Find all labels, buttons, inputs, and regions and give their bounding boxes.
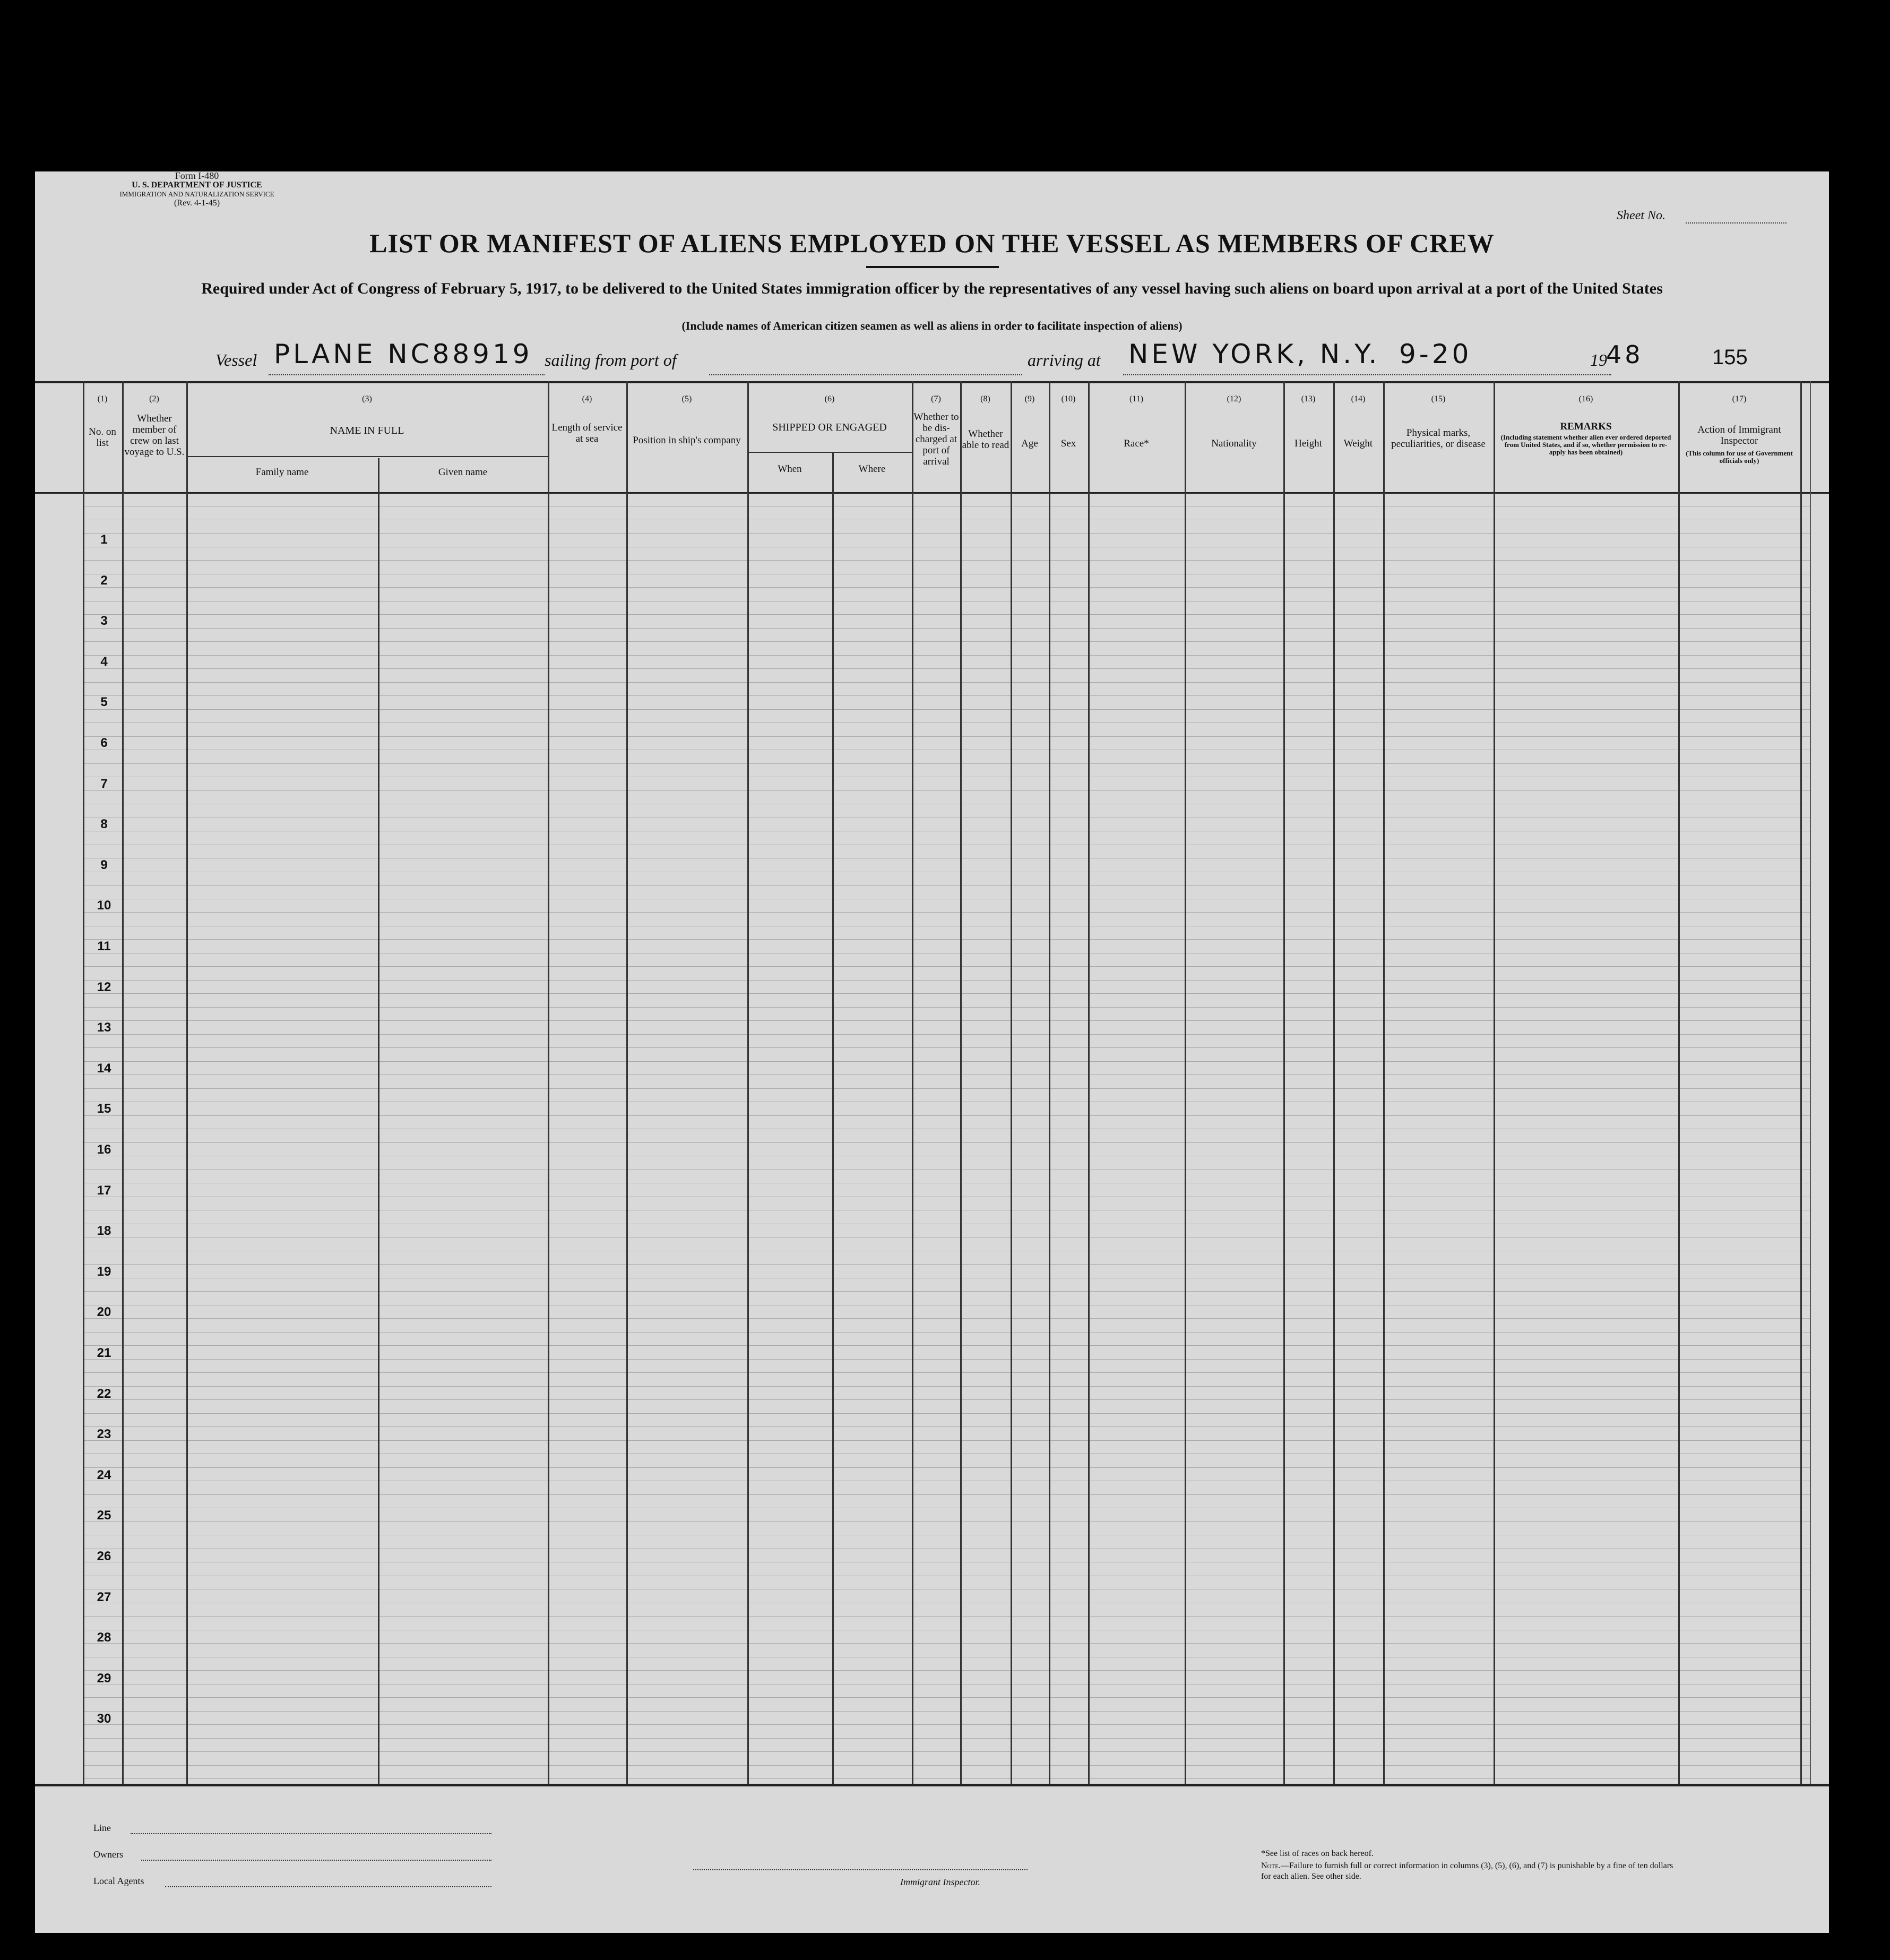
col4-header: Length of service at sea	[551, 422, 623, 444]
col-divider	[1678, 381, 1680, 1784]
col-divider	[1810, 381, 1811, 1784]
col5-header: Position in ship's company	[633, 435, 741, 446]
row-number: 25	[97, 1508, 111, 1523]
ruled-line	[83, 912, 1810, 913]
col7-header: Whether to be dis-charged at port of arrival	[913, 411, 959, 467]
ruled-line	[83, 966, 1810, 967]
col-divider	[1283, 381, 1285, 1784]
col-divider	[1049, 381, 1050, 1784]
col-divider	[626, 381, 628, 1784]
col3-number: (3)	[362, 394, 372, 403]
row-number: 11	[97, 939, 111, 953]
ruled-line	[83, 993, 1810, 994]
col3-header: NAME IN FULL	[330, 425, 404, 436]
ruled-line	[83, 655, 1810, 656]
col13-header: Height	[1294, 438, 1322, 449]
ruled-line	[83, 1345, 1810, 1346]
ruled-line	[83, 885, 1810, 886]
col-divider	[1011, 381, 1012, 1784]
family-name-header: Family name	[255, 467, 309, 478]
ruled-line	[83, 1467, 1810, 1468]
ruled-line	[83, 1291, 1810, 1292]
col7-number: (7)	[931, 394, 941, 403]
ruled-line	[83, 1047, 1810, 1048]
row-number: 14	[97, 1061, 111, 1076]
row-number: 4	[100, 654, 108, 669]
col17-number: (17)	[1732, 394, 1747, 403]
ruled-line	[83, 1724, 1810, 1725]
note-label: Note.	[1261, 1861, 1281, 1870]
col12-number: (12)	[1227, 394, 1241, 403]
col15-number: (15)	[1431, 394, 1446, 403]
col10-number: (10)	[1061, 394, 1076, 403]
row-number: 27	[97, 1589, 111, 1604]
ruled-line	[83, 1088, 1810, 1089]
row-number: 10	[97, 898, 111, 913]
row-number: 6	[100, 736, 108, 750]
col16-number: (16)	[1578, 394, 1593, 403]
row-number: 29	[97, 1671, 111, 1686]
form-identifier	[109, 171, 284, 208]
ruled-line	[83, 980, 1810, 981]
ruled-line	[83, 1670, 1810, 1671]
col-divider	[832, 453, 834, 1784]
col-divider	[378, 458, 379, 1784]
col16-header: REMARKS	[1560, 421, 1612, 432]
where-header: Where	[858, 463, 886, 475]
col10-header: Sex	[1060, 438, 1076, 449]
shipped-header-rule	[747, 452, 912, 453]
ruled-line	[83, 628, 1810, 629]
date-value[interactable]: 9-20	[1399, 339, 1472, 369]
agents-field[interactable]	[165, 1885, 491, 1887]
col-divider	[960, 381, 962, 1784]
ruled-line	[83, 1318, 1810, 1319]
ruled-line	[83, 1440, 1810, 1441]
row-number: 13	[97, 1020, 111, 1035]
line-label: Line	[93, 1823, 111, 1833]
ruled-line	[83, 1007, 1810, 1008]
year-value[interactable]: 48	[1606, 340, 1644, 369]
ruled-line	[83, 1738, 1810, 1739]
row-number: 23	[97, 1427, 111, 1442]
col-divider	[1333, 381, 1335, 1784]
ruled-line	[83, 1264, 1810, 1265]
revision: (Rev. 4-1-45)	[174, 199, 220, 208]
row-number: 19	[97, 1264, 111, 1279]
name-header-rule	[186, 456, 548, 457]
col4-number: (4)	[582, 394, 592, 403]
row-number: 3	[100, 614, 108, 629]
col5-number: (5)	[681, 394, 692, 403]
subtitle: Required under Act of Congress of February 5, 1917, to be delivered to the United States immigration officer by the representatives of any vessel having such aliens on board upon arrival at a port of the United States	[201, 280, 1663, 297]
ruled-line	[83, 1426, 1810, 1427]
col6-header: SHIPPED OR ENGAGED	[772, 422, 887, 433]
penalty-note	[1261, 1861, 1675, 1882]
col-divider	[122, 381, 124, 1784]
inspector-label: Immigrant Inspector.	[900, 1877, 980, 1887]
col8-number: (8)	[980, 394, 990, 403]
col16-note: (Including statement whether alien ever ordered deported from United States, and if so, whether permission to re-apply has been obtained)	[1500, 433, 1671, 456]
agents-label: Local Agents	[93, 1876, 144, 1886]
ruled-line	[83, 1778, 1810, 1779]
vessel-label: Vessel	[215, 350, 257, 369]
ruled-line	[83, 1413, 1810, 1414]
ruled-line	[83, 1115, 1810, 1116]
ruled-line	[83, 560, 1810, 561]
row-number: 15	[97, 1102, 111, 1116]
ruled-line	[83, 695, 1810, 696]
ruled-line	[83, 587, 1810, 588]
ruled-line	[83, 736, 1810, 737]
manifest-sheet	[35, 171, 1829, 1933]
year-prefix: 19	[1590, 350, 1607, 369]
row-number: 9	[100, 857, 108, 872]
ruled-line	[83, 1711, 1810, 1712]
arriving-label: arriving at	[1028, 350, 1101, 369]
table-top-border	[35, 381, 1829, 383]
col2-number: (2)	[149, 394, 159, 403]
row-number: 21	[97, 1346, 111, 1360]
title-rule	[866, 266, 999, 268]
ruled-line	[83, 939, 1810, 940]
header-bottom-border	[35, 492, 1829, 494]
row-number: 2	[100, 573, 108, 588]
row-number: 24	[97, 1467, 111, 1482]
col15-header: Physical marks, peculiarities, or disease	[1391, 427, 1486, 450]
row-number: 7	[100, 776, 108, 791]
col14-number: (14)	[1351, 394, 1366, 403]
row-number: 30	[97, 1712, 111, 1726]
col1-number: (1)	[97, 394, 108, 403]
ruled-line	[83, 709, 1810, 710]
ruled-line	[83, 641, 1810, 642]
ruled-line	[83, 1074, 1810, 1075]
ruled-line	[83, 1399, 1810, 1400]
ruled-line	[83, 682, 1810, 683]
col1-header: No. on list	[89, 426, 116, 449]
form-number: Form I-480	[175, 171, 219, 181]
vessel-value[interactable]: PLANE NC88919	[274, 339, 533, 369]
ruled-line	[83, 1643, 1810, 1644]
ruled-line	[83, 1332, 1810, 1333]
ruled-line	[83, 763, 1810, 764]
col2-header: Whether member of crew on last voyage to U.S.	[124, 413, 185, 458]
sailing-label: sailing from port of	[545, 350, 677, 369]
col-divider	[1494, 381, 1495, 1784]
col11-number: (11)	[1129, 394, 1144, 403]
row-number: 20	[97, 1305, 111, 1320]
ruled-line	[83, 1765, 1810, 1766]
ruled-line	[83, 1061, 1810, 1062]
row-number: 8	[100, 817, 108, 832]
races-note: *See list of races on back hereof.	[1261, 1849, 1374, 1858]
col-divider	[1185, 381, 1186, 1784]
col9-number: (9)	[1024, 394, 1035, 403]
col-divider	[186, 381, 188, 1784]
ruled-line	[83, 790, 1810, 791]
col6-number: (6)	[824, 394, 835, 403]
ruled-line	[83, 1697, 1810, 1698]
sailing-port-field[interactable]	[709, 373, 1022, 375]
line-field[interactable]	[131, 1832, 491, 1834]
col-divider	[83, 381, 84, 1784]
department: U. S. DEPARTMENT OF JUSTICE	[132, 180, 262, 190]
ruled-line	[83, 1020, 1810, 1021]
inspector-signature-field[interactable]	[693, 1868, 1028, 1870]
col17-header: Action of Immigrant Inspector	[1697, 424, 1781, 446]
ruled-line	[83, 614, 1810, 615]
col12-header: Nationality	[1211, 438, 1257, 449]
ruled-line	[83, 1034, 1810, 1035]
when-header: When	[778, 463, 802, 475]
table-bottom-border	[35, 1784, 1829, 1786]
given-name-header: Given name	[438, 467, 488, 478]
ruled-line	[83, 1359, 1810, 1360]
row-number: 22	[97, 1386, 111, 1401]
arriving-value[interactable]: NEW YORK, N.Y.	[1128, 339, 1380, 369]
ruled-line	[83, 1751, 1810, 1752]
col-divider	[548, 381, 549, 1784]
page-title: LIST OR MANIFEST OF ALIENS EMPLOYED ON THE VESSEL AS MEMBERS OF CREW	[369, 228, 1495, 258]
ruled-line	[83, 1372, 1810, 1373]
subnote: (Include names of American citizen seamen as well as aliens in order to facilitate inspection of aliens)	[681, 319, 1183, 332]
col-divider	[747, 381, 749, 1784]
arriving-field-line	[1123, 373, 1611, 375]
note-text: —Failure to furnish full or correct information in columns (3), (5), (6), and (7) is punishable by a fine of ten dollars for each alien. See other side.	[1261, 1861, 1673, 1881]
col-divider	[1088, 381, 1090, 1784]
ruled-line	[83, 533, 1810, 534]
col-divider	[1800, 381, 1802, 1784]
ruled-line	[83, 1616, 1810, 1617]
col17-note: (This column for use of Government officials only)	[1686, 449, 1793, 465]
ruled-line	[83, 668, 1810, 669]
col9-header: Age	[1021, 438, 1038, 449]
row-number: 28	[97, 1630, 111, 1645]
owners-label: Owners	[93, 1849, 123, 1860]
col-divider	[912, 381, 913, 1784]
vessel-field-line	[269, 373, 545, 375]
service: IMMIGRATION AND NATURALIZATION SERVICE	[119, 190, 274, 198]
row-number: 17	[97, 1183, 111, 1198]
col13-number: (13)	[1301, 394, 1316, 403]
col14-header: Weight	[1343, 438, 1373, 449]
ruled-line	[83, 1386, 1810, 1387]
row-number: 1	[100, 532, 108, 547]
sheet-number-label: Sheet No.	[1617, 209, 1665, 222]
col11-header: Race*	[1124, 438, 1149, 449]
ruled-line	[83, 1142, 1810, 1143]
row-number: 16	[97, 1142, 111, 1157]
row-number: 12	[97, 979, 111, 994]
row-number: 26	[97, 1549, 111, 1563]
sheet-number-field[interactable]	[1686, 221, 1787, 223]
owners-field[interactable]	[141, 1859, 491, 1861]
row-number: 5	[100, 695, 108, 710]
col8-header: Whether able to read	[962, 428, 1009, 451]
ruled-line	[83, 1521, 1810, 1522]
ruled-line	[83, 1494, 1810, 1495]
col-divider	[1383, 381, 1385, 1784]
row-number: 18	[97, 1224, 111, 1239]
page-number: 155	[1712, 346, 1748, 369]
